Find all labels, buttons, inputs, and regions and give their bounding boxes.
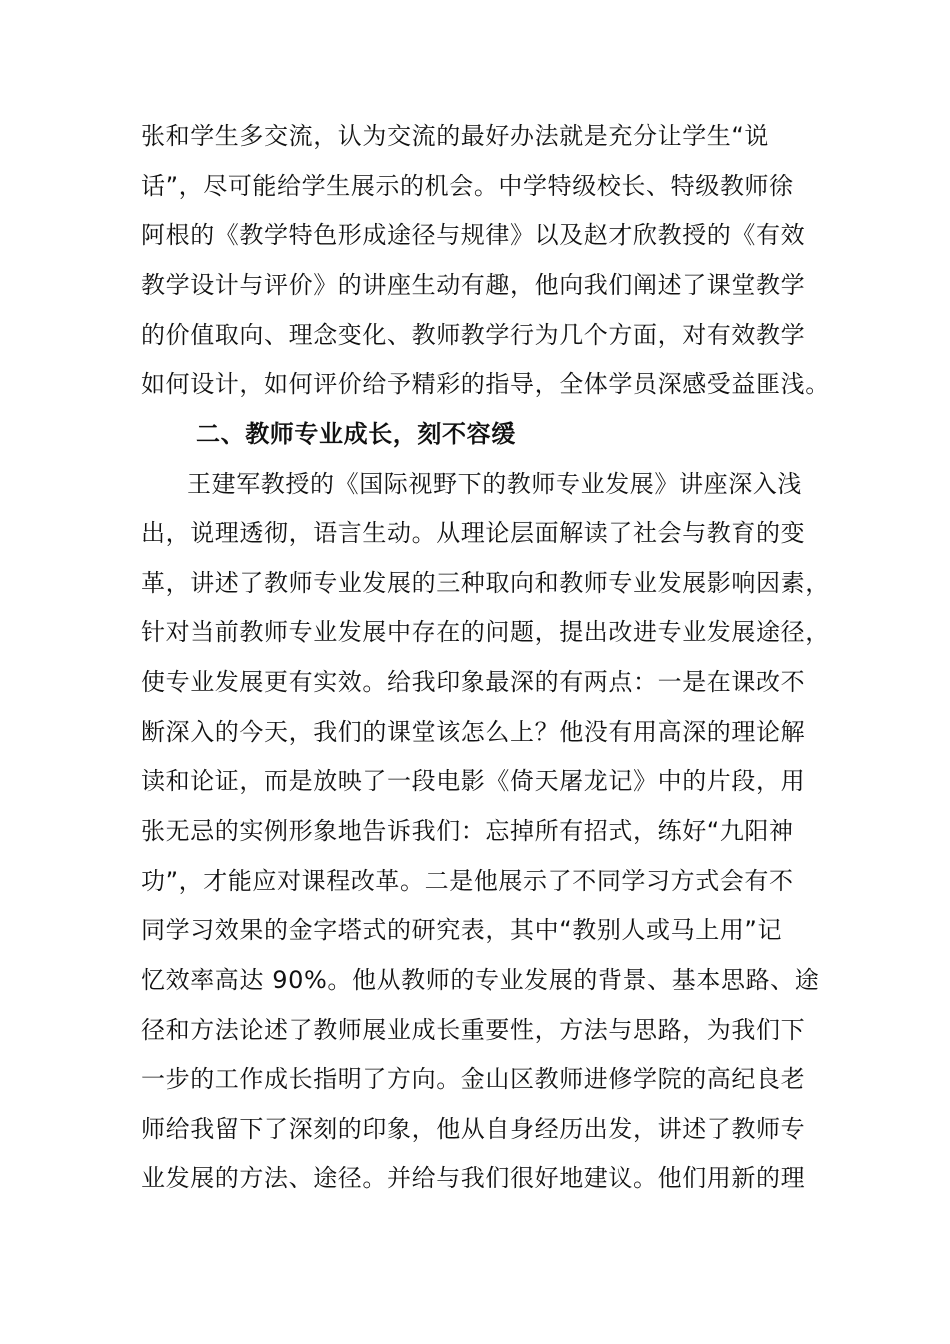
paragraph-2-line-8: 张无忌的实例形象地告诉我们：忘掉所有招式，练好“九阳神	[141, 817, 794, 845]
paragraph-1-line-6: 如何设计，如何评价给予精彩的指导，全体学员深感受益匪浅。	[141, 370, 830, 398]
paragraph-1-line-1: 张和学生多交流，认为交流的最好办法就是充分让学生“说	[141, 122, 770, 150]
paragraph-2-line-6: 断深入的今天，我们的课堂该怎么上？他没有用高深的理论解	[141, 718, 806, 746]
paragraph-1-line-5: 的价值取向、理念变化、教师教学行为几个方面，对有效教学	[141, 321, 806, 349]
paragraph-2-line-4: 针对当前教师专业发展中存在的问题，提出改进专业发展途径，	[141, 618, 830, 646]
paragraph-2-line-7: 读和论证，而是放映了一段电影《倚天屠龙记》中的片段，用	[141, 767, 806, 795]
paragraph-2-line-13: 一步的工作成长指明了方向。金山区教师进修学院的高纪良老	[141, 1065, 806, 1093]
paragraph-2-line-3: 革，讲述了教师专业发展的三种取向和教师专业发展影响因素，	[141, 569, 830, 597]
paragraph-1-line-3: 阿根的《教学特色形成途径与规律》以及赵才欣教授的《有效	[141, 221, 806, 249]
paragraph-1-line-2: 话”，尽可能给学生展示的机会。中学特级校长、特级教师徐	[141, 172, 794, 200]
paragraph-2-line-9: 功”，才能应对课程改革。二是他展示了不同学习方式会有不	[141, 867, 794, 895]
paragraph-2-line-14: 师给我留下了深刻的印象，他从自身经历出发，讲述了教师专	[141, 1115, 806, 1143]
paragraph-2-line-2: 出，说理透彻，语言生动。从理论层面解读了社会与教育的变	[141, 519, 806, 547]
paragraph-1-line-4: 教学设计与评价》的讲座生动有趣，他向我们阐述了课堂教学	[141, 271, 806, 299]
paragraph-2-line-1: 王建军教授的《国际视野下的教师专业发展》讲座深入浅	[187, 470, 802, 498]
section-heading: 二、教师专业成长，刻不容缓	[196, 420, 516, 448]
paragraph-2-line-12: 径和方法论述了教师展业成长重要性，方法与思路，为我们下	[141, 1016, 806, 1044]
paragraph-2-line-15: 业发展的方法、途径。并给与我们很好地建议。他们用新的理	[141, 1164, 806, 1192]
paragraph-2-line-11: 忆效率高达 90%。他从教师的专业发展的背景、基本思路、途	[141, 966, 820, 994]
paragraph-2-line-5: 使专业发展更有实效。给我印象最深的有两点：一是在课改不	[141, 668, 806, 696]
paragraph-2-line-10: 同学习效果的金字塔式的研究表，其中“教别人或马上用”记	[141, 916, 783, 944]
